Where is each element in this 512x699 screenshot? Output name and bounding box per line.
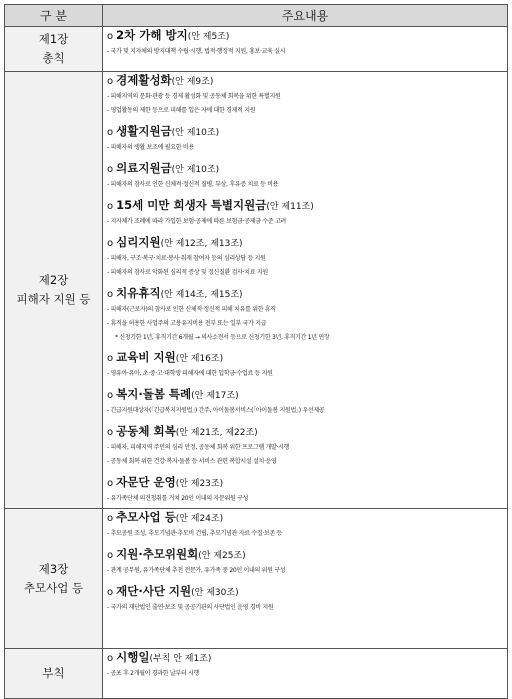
article-reference: (안 제16조) bbox=[175, 354, 224, 364]
category-label: 제1장 bbox=[38, 32, 69, 46]
article-reference: (안 제25조) bbox=[198, 551, 246, 561]
category-cell bbox=[5, 27, 103, 72]
provision-heading bbox=[107, 161, 507, 178]
provision-heading bbox=[107, 547, 507, 564]
provision-title: 2차 가해 방지 bbox=[116, 28, 188, 42]
chapter-row bbox=[5, 509, 508, 649]
circle-bullet-icon: o bbox=[107, 164, 114, 175]
category-label: 추모사업 등 bbox=[23, 580, 84, 595]
provision-heading bbox=[107, 73, 507, 90]
chapter-row bbox=[5, 649, 508, 699]
article-reference: (안 제10조) bbox=[171, 128, 220, 138]
provision-detail: - 국가의 재단법인 출연·보조 및 공공기관의 사단법인 운영 경비 지원 bbox=[107, 604, 274, 611]
provision-detail: - 관계 공무원, 유가족단체 추천 전문가, 유가족 중 20인 이내의 위원 구성 bbox=[107, 567, 286, 574]
circle-bullet-icon: o bbox=[107, 127, 114, 138]
provision-detail: - 피해자의 생활 보조에 필요한 비용 bbox=[107, 144, 194, 151]
provision-detail: - 공포 후 2개월이 경과한 날부터 시행 bbox=[107, 670, 199, 677]
category-cell bbox=[5, 649, 103, 699]
article-reference: (안 제24조) bbox=[175, 514, 224, 524]
provision-heading bbox=[107, 124, 507, 141]
article-reference: (안 제14조, 제15조) bbox=[160, 290, 243, 300]
circle-bullet-icon: o bbox=[107, 201, 114, 212]
provision-title: 추모사업 등 bbox=[116, 510, 176, 524]
provision-heading bbox=[107, 424, 507, 441]
circle-bullet-icon: o bbox=[107, 550, 114, 561]
circle-bullet-icon: o bbox=[107, 31, 114, 42]
provision-detail: - 피해자(근로자)의 참사로 인한 신체적·정신적 피해 치유를 위한 휴직 bbox=[107, 306, 276, 313]
provision-title: 생활지원금 bbox=[116, 124, 172, 138]
category-label: 총칙 bbox=[42, 51, 65, 65]
category-label: 부칙 bbox=[42, 666, 65, 680]
category-label: 제2장 bbox=[38, 273, 69, 287]
provision-item bbox=[107, 475, 507, 506]
content-cell bbox=[103, 649, 508, 699]
provision-detail: - 국가 및 지자체의 방지대책 수립·시행, 법적·행정적 지원, 홍보·교육 실시 bbox=[107, 48, 286, 55]
provision-heading bbox=[107, 286, 507, 303]
provision-item bbox=[107, 510, 507, 541]
provision-heading bbox=[107, 235, 507, 252]
provision-item bbox=[107, 424, 507, 469]
chapter-row bbox=[5, 27, 508, 72]
provision-title: 재단·사단 지원 bbox=[116, 584, 192, 598]
provision-heading bbox=[107, 350, 507, 367]
header-main-content: 주요내용 bbox=[103, 5, 508, 27]
provision-item bbox=[107, 198, 507, 229]
provision-title: 복지·돌봄 특례 bbox=[116, 387, 192, 401]
provision-title: 15세 미만 희생자 특별지원금 bbox=[116, 198, 267, 212]
circle-bullet-icon: o bbox=[107, 238, 114, 249]
content-cell bbox=[103, 509, 508, 649]
provision-title: 교육비 지원 bbox=[116, 350, 176, 364]
article-reference: (안 제10조) bbox=[171, 165, 220, 175]
provision-detail: - 피해자의 참사로 악화된 심리적 증상 및 정신질환 검사·치료 지원 bbox=[107, 269, 268, 276]
provision-item bbox=[107, 235, 507, 280]
provision-item bbox=[107, 387, 507, 418]
provision-title: 시행일 bbox=[116, 650, 150, 664]
provision-detail: - 긴급지원대상자(「긴급복지지원법」) 간주, 아이돌봄서비스(「아이돌봄 지원법」) 우선제공 bbox=[107, 407, 325, 414]
provision-item bbox=[107, 28, 507, 59]
category-label: 제3장 bbox=[38, 561, 69, 576]
provision-detail: - 피해지역의 문화·관광 등 경제 활성화 및 공동체 회복을 위한 특별지원 bbox=[107, 93, 281, 100]
provision-detail: - 피해자, 구조·복구·치료·봉사·취재 참여자 등의 심리상담 등 지원 bbox=[107, 255, 266, 262]
provision-item bbox=[107, 73, 507, 118]
article-reference: (부칙 안 제1조) bbox=[149, 654, 212, 664]
circle-bullet-icon: o bbox=[107, 478, 114, 489]
provision-heading bbox=[107, 510, 507, 527]
provision-detail: - 휴직을 허용한 사업주의 고용유지비용 전부 또는 일부 국가 지급 bbox=[107, 320, 267, 327]
article-reference: (안 제17조) bbox=[191, 391, 239, 401]
provision-title: 심리지원 bbox=[116, 235, 161, 249]
provision-detail: - 피해자의 참사로 인한 신체적·정신적 질병, 부상, 후유증 치료 등 비용 bbox=[107, 181, 279, 188]
provision-title: 지원·추모위원회 bbox=[116, 547, 199, 561]
provision-item bbox=[107, 124, 507, 155]
circle-bullet-icon: o bbox=[107, 653, 114, 664]
table-header-row bbox=[5, 5, 508, 27]
provision-title: 공동체 회복 bbox=[116, 424, 176, 438]
provision-heading bbox=[107, 387, 507, 404]
article-reference: (안 제9조) bbox=[171, 77, 214, 87]
circle-bullet-icon: o bbox=[107, 353, 114, 364]
content-cell bbox=[103, 72, 508, 509]
provision-detail: - 영유아·유아, 초·중·고·대학생 피해자에 대한 입학금·수업료 등 지원 bbox=[107, 370, 273, 377]
provision-heading bbox=[107, 198, 507, 215]
article-reference: (안 제12조, 제13조) bbox=[160, 239, 243, 249]
header-category: 구 분 bbox=[5, 5, 103, 27]
category-cell bbox=[5, 72, 103, 509]
provision-detail: - 지자체가 조례에 따라 가입한 보험·공제에 따른 보험금·공제금 수준 고려 bbox=[107, 218, 286, 225]
provision-title: 자문단 운영 bbox=[116, 475, 176, 489]
category-label: 피해자 지원 등 bbox=[16, 292, 91, 306]
provision-item bbox=[107, 350, 507, 381]
circle-bullet-icon: o bbox=[107, 390, 114, 401]
chapter-row bbox=[5, 72, 508, 509]
provision-detail: - 피해자, 피해지역 주민의 심리 안정, 공동체 회복 위한 프로그램 개발·시행 bbox=[107, 444, 290, 451]
provision-detail: - 유가족단체 의견청취를 거쳐 20인 이내의 자문위원 구성 bbox=[107, 495, 249, 502]
provision-heading bbox=[107, 584, 507, 601]
provision-item bbox=[107, 161, 507, 192]
circle-bullet-icon: o bbox=[107, 513, 114, 524]
content-cell bbox=[103, 27, 508, 72]
circle-bullet-icon: o bbox=[107, 587, 114, 598]
article-reference: (안 제11조) bbox=[266, 202, 314, 212]
circle-bullet-icon: o bbox=[107, 427, 114, 438]
circle-bullet-icon: o bbox=[107, 76, 114, 87]
footnote: * 신청기한 1년, 휴직기간 6개월 → 의사소견서 등으로 신청기한 3년, 휴직기간 1년 연장 bbox=[115, 334, 330, 341]
article-reference: (안 제21조, 제22조) bbox=[175, 428, 258, 438]
provision-detail: - 추모공원 조성, 추모기념관·추모비 건립, 추모기념관 자료 수집·보존 등 bbox=[107, 530, 283, 537]
provision-title: 치유휴직 bbox=[116, 286, 161, 300]
article-reference: (안 제23조) bbox=[175, 479, 224, 489]
provision-item bbox=[107, 650, 507, 681]
category-cell bbox=[5, 509, 103, 649]
provision-item bbox=[107, 547, 507, 578]
provision-detail: - 영업활동의 제한 등으로 피해를 입은 자에 대한 경제적 지원 bbox=[107, 107, 256, 114]
provision-heading bbox=[107, 650, 507, 667]
circle-bullet-icon: o bbox=[107, 289, 114, 300]
provision-heading bbox=[107, 475, 507, 492]
provision-detail: - 공동체 회복 위한 건강·복지·돌봄 등 서비스 관련 복합시설 설치·운영 bbox=[107, 458, 277, 465]
provision-item bbox=[107, 286, 507, 344]
provision-title: 경제활성화 bbox=[116, 73, 172, 87]
provision-title: 의료지원금 bbox=[116, 161, 172, 175]
article-reference: (안 제30조) bbox=[191, 588, 239, 598]
provision-item bbox=[107, 584, 507, 615]
law-summary-table bbox=[4, 4, 508, 699]
article-reference: (안 제5조) bbox=[187, 32, 230, 42]
provision-heading bbox=[107, 28, 507, 45]
